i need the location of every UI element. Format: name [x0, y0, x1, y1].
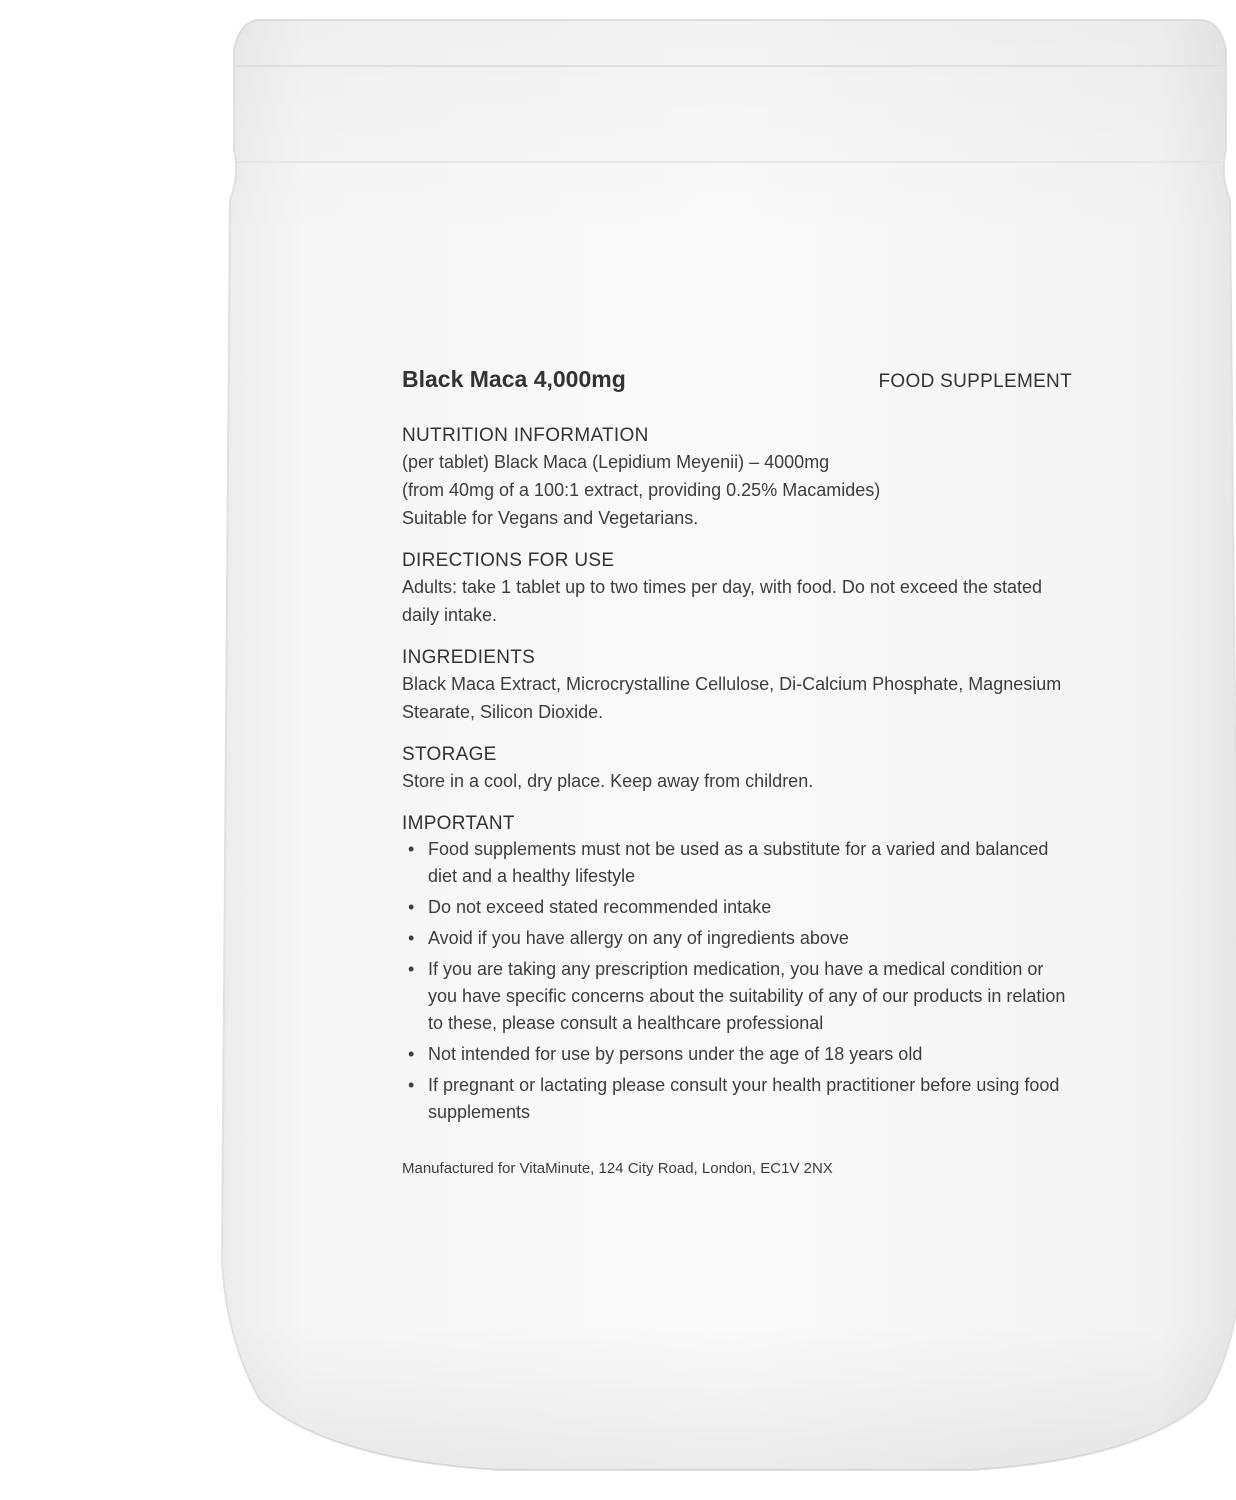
nutrition-heading: NUTRITION INFORMATION — [402, 425, 649, 446]
bullet-icon: • — [408, 839, 415, 859]
list-item-text: If pregnant or lactating please consult your health practitioner before using food supplements — [428, 1075, 1060, 1122]
storage-text: Store in a cool, dry place. Keep away from children. — [402, 771, 814, 791]
storage-heading: STORAGE — [402, 744, 497, 765]
list-item — [402, 836, 1072, 890]
ingredients-text: Black Maca Extract, Microcrystalline Cellulose, Di-Calcium Phosphate, Magnesium Stearate, Silicon Dioxide. — [402, 674, 1062, 722]
list-item-text: If you are taking any prescription medication, you have a medical condition or you have specific concerns about the suitability of any of our products in relation to these, please consult a healthcare professional — [428, 959, 1066, 1033]
list-item — [402, 956, 1072, 1037]
bullet-icon: • — [408, 897, 415, 917]
important-section — [402, 813, 1072, 1126]
nutrition-section — [402, 425, 1072, 532]
nutrition-line: Suitable for Vegans and Vegetarians. — [402, 508, 699, 528]
bullet-icon: • — [408, 1044, 415, 1064]
list-item — [402, 1041, 1072, 1068]
product-title: Black Maca 4,000mg — [402, 366, 626, 392]
ingredients-heading: INGREDIENTS — [402, 647, 536, 668]
list-item — [402, 925, 1072, 952]
list-item-text: Food supplements must not be used as a substitute for a varied and balanced diet and a healthy lifestyle — [428, 839, 1049, 886]
list-item — [402, 1072, 1072, 1126]
nutrition-line: (per tablet) Black Maca (Lepidium Meyenii) – 4000mg — [402, 452, 830, 472]
storage-section — [402, 744, 1072, 795]
important-list — [402, 836, 1072, 1126]
bullet-icon: • — [408, 928, 415, 948]
supplement-type: FOOD SUPPLEMENT — [878, 371, 1072, 392]
list-item-text: Avoid if you have allergy on any of ingredients above — [428, 928, 849, 948]
manufacturer-text: Manufactured for VitaMinute, 124 City Road, London, EC1V 2NX — [402, 1160, 833, 1177]
bullet-icon: • — [408, 1075, 415, 1095]
product-label — [402, 366, 1072, 1177]
important-heading: IMPORTANT — [402, 813, 515, 834]
list-item-text: Do not exceed stated recommended intake — [428, 897, 772, 917]
directions-text: Adults: take 1 tablet up to two times per day, with food. Do not exceed the stated daily intake. — [402, 577, 1043, 625]
list-item-text: Not intended for use by persons under the age of 18 years old — [428, 1044, 923, 1064]
nutrition-line: (from 40mg of a 100:1 extract, providing 0.25% Macamides) — [402, 480, 881, 500]
label-header — [402, 366, 1072, 393]
bullet-icon: • — [408, 959, 415, 979]
list-item — [402, 894, 1072, 921]
directions-heading: DIRECTIONS FOR USE — [402, 550, 615, 571]
directions-section — [402, 550, 1072, 629]
ingredients-section — [402, 647, 1072, 726]
